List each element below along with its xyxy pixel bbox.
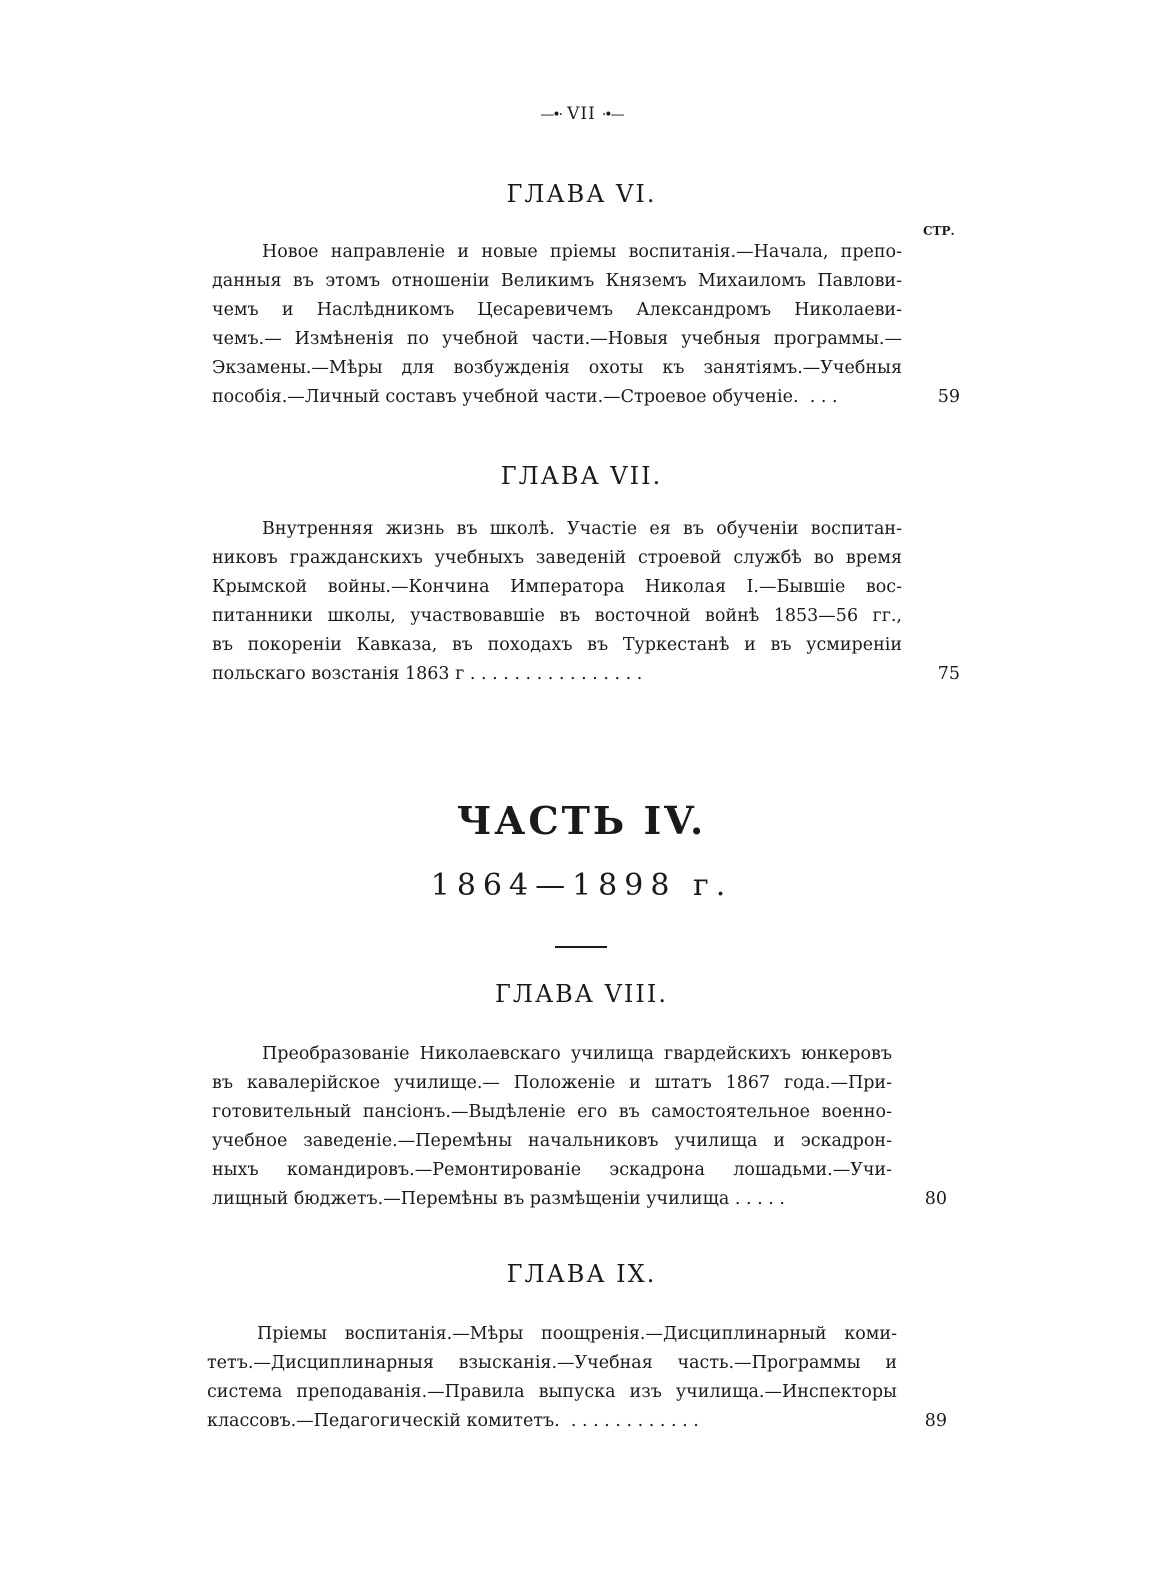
chapter-title: ГЛАВА VIII. (495, 980, 668, 1008)
entry-line: питанники школы, участвовавшіе въ восточной войнѣ 1853—56 гг., (212, 606, 902, 626)
entry-line: Преобразованіе Николаевскаго училища гвардейскихъ юнкеровъ (262, 1044, 892, 1064)
dot-leader: . . . . . . . . . . . . (570, 1411, 699, 1431)
entry-line: ныхъ командировъ.—Ремонтированіе эскадрона лошадьми.—Учи- (212, 1160, 892, 1180)
page-ref: 80 (924, 1189, 947, 1209)
page-ref: 59 (937, 387, 960, 407)
chapter-title: ГЛАВА IX. (506, 1260, 657, 1288)
ornament-right-icon: ·•— (601, 107, 623, 123)
entry-line: Внутренняя жизнь въ школѣ. Участіе ея въ обученіи воспитан- (262, 519, 902, 539)
page-ref: 75 (937, 664, 960, 684)
dot-leader: . . . (809, 387, 838, 407)
toc-entry (212, 238, 982, 412)
toc-entry (212, 515, 982, 689)
entry-line: въ покореніи Кавказа, въ походахъ въ Туркестанѣ и въ усмиреніи (212, 635, 902, 655)
entry-line: тетъ.—Дисциплинарныя взысканія.—Учебная часть.—Программы и (207, 1353, 897, 1373)
entry-line: Крымской войны.—Кончина Императора Николая I.—Бывшіе вос- (212, 577, 902, 597)
chapter-title: ГЛАВА VI. (506, 180, 657, 208)
entry-line: Пріемы воспитанія.—Мѣры поощренія.—Дисциплинарный коми- (257, 1324, 897, 1344)
entry-line: система преподаванія.—Правила выпуска изъ училища.—Инспекторы (207, 1382, 897, 1402)
entry-line: лищный бюджетъ.—Перемѣны въ размѣщеніи училища . . . . . 80 (212, 1185, 982, 1214)
entry-line: въ кавалерійское училище.— Положеніе и штатъ 1867 года.—При- (212, 1073, 892, 1093)
part-years: 1864—1898 г. (430, 868, 733, 903)
entry-line: учебное заведеніе.—Перемѣны начальниковъ училища и эскадрон- (212, 1131, 892, 1151)
page-column-label: СТР. (923, 224, 955, 238)
entry-line: данныя въ этомъ отношеніи Великимъ Княземъ Михаиломъ Павлови- (212, 271, 902, 291)
page-ref: 89 (924, 1411, 947, 1431)
entry-line: чемъ и Наслѣдникомъ Цесаревичемъ Александромъ Николаеви- (212, 300, 902, 320)
part-title: ЧАСТЬ IV. (456, 798, 707, 843)
entry-line: никовъ гражданскихъ учебныхъ заведеній строевой службѣ во время (212, 548, 902, 568)
toc-entry (207, 1320, 977, 1436)
dot-leader: . . . . . . . . . . . . . . . . (469, 664, 643, 684)
divider (555, 946, 607, 948)
toc-entry (212, 1040, 982, 1214)
page-number-value: VII (567, 104, 596, 124)
entry-line: Новое направленіе и новые пріемы воспитанія.—Начала, препо- (262, 242, 902, 262)
chapter-title: ГЛАВА VII. (500, 462, 663, 490)
dot-leader: . . . . . (734, 1189, 785, 1209)
entry-line: пособія.—Личный составъ учебной части.—Строевое обученіе. . . . 59 (212, 383, 982, 412)
entry-line: готовительный пансіонъ.—Выдѣленіе его въ самостоятельное военно- (212, 1102, 892, 1122)
entry-line: классовъ.—Педагогическій комитетъ. . . . . . . . . . . . . 89 (207, 1407, 977, 1436)
page-number (0, 104, 1163, 124)
entry-line: чемъ.— Измѣненія по учебной части.—Новыя учебныя программы.— (212, 329, 902, 349)
entry-line: польскаго возстанія 1863 г . . . . . . . . . . . . . . . . 75 (212, 660, 982, 689)
entry-line: Экзамены.—Мѣры для возбужденія охоты къ занятіямъ.—Учебныя (212, 358, 902, 378)
ornament-left-icon: —•· (540, 107, 562, 123)
